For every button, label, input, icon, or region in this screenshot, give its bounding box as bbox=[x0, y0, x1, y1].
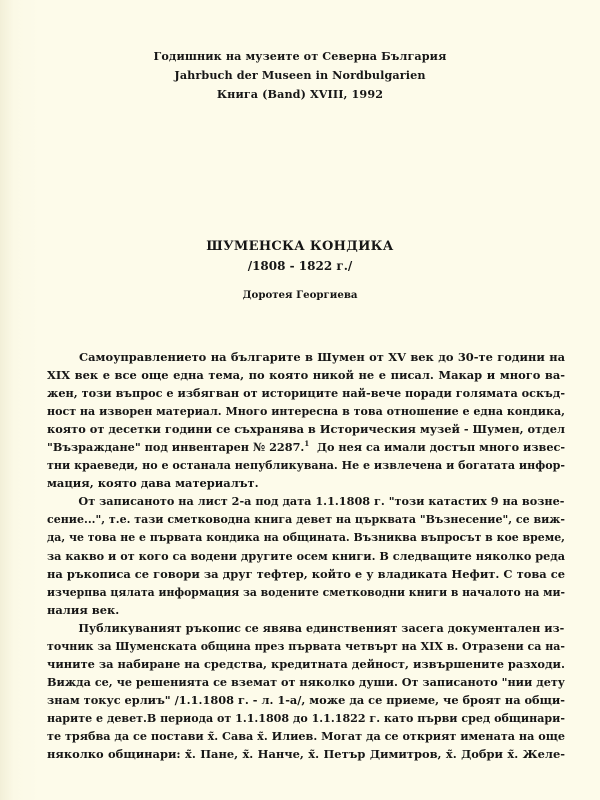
body-line bbox=[47, 402, 565, 420]
body-line-text: чините за набиране на средства, кредитната дейност, извършените разходи. bbox=[47, 656, 565, 671]
body-line-text: Самоуправлението на българите в Шумен от XV век до 30-те години на bbox=[79, 350, 565, 364]
body-line bbox=[47, 366, 565, 384]
body-line-text: тни краеведи, но е останала непубликувана. Не е извлечена и богатата инфор- bbox=[47, 458, 565, 473]
body-line-text: Публикуваният ръкопис се явява единственият засега документален из- bbox=[78, 620, 565, 635]
body-line bbox=[47, 637, 565, 655]
article-title-block bbox=[0, 238, 600, 302]
article-title: ШУМЕНСКА КОНДИКА bbox=[206, 239, 394, 254]
body-line bbox=[47, 673, 565, 691]
body-line bbox=[47, 510, 565, 528]
body-line bbox=[47, 565, 565, 583]
body-line-text: няколко общинари: х̃. Пане, х̃. Нанче, х̃. Петър Димитров, х̃. Добри х̃. Желе- bbox=[47, 747, 565, 762]
body-line bbox=[47, 691, 565, 709]
body-line bbox=[47, 492, 565, 510]
body-line bbox=[47, 583, 565, 601]
body-line bbox=[47, 420, 565, 438]
body-line-text: нарите е девет.В периода от 1.1.1808 до 1.1.1822 г. като първи сред общинари- bbox=[47, 710, 565, 725]
body-line bbox=[47, 601, 565, 619]
body-line-text: От записаното на лист 2-а под дата 1.1.1808 г. "този катастих 9 на возне- bbox=[78, 494, 565, 509]
body-line-text: налия век. bbox=[47, 602, 120, 617]
body-line-text: XIX век е все още една тема, по която никой не е писал. Макар и много ва- bbox=[47, 368, 565, 383]
body-line-text: Вижда се, че решенията се вземат от няколко души. От записаното "нии дету bbox=[47, 674, 565, 689]
body-line bbox=[47, 745, 565, 763]
body-line-text: мация, която дава материалът. bbox=[47, 476, 259, 491]
body-line-text: жен, този въпрос е избягван от историците най-вече поради голямата оскъд- bbox=[47, 386, 565, 401]
body-line bbox=[47, 727, 565, 745]
footnote-marker[interactable]: 1 bbox=[304, 439, 310, 449]
body-line-text: сение...", т.е. тази сметководна книга девет на църквата "Възнесение", се виж- bbox=[47, 512, 565, 527]
body-line-text: за какво и от кого са водени другите осем книги. В следващите няколко реда bbox=[47, 548, 565, 563]
body-line-text: ност на изворен материал. Много интересна в това отношение е една кондика, bbox=[47, 404, 565, 419]
body-line-text: точник за Шуменската община през първата четвърт на XIX в. Отразени са на- bbox=[47, 638, 565, 653]
body-line bbox=[47, 474, 565, 492]
body-line-text: на ръкописа се говори за друг тефтер, който е у владиката Нефит. С това се bbox=[47, 566, 565, 581]
body-line bbox=[47, 384, 565, 402]
article-dates: /1808 - 1822 г./ bbox=[247, 259, 353, 273]
article-author: Доротея Георгиева bbox=[242, 289, 358, 301]
body-line-text: "Възраждане" под инвентарен № 2287. bbox=[47, 440, 305, 455]
body-line bbox=[47, 528, 565, 546]
body-line bbox=[47, 348, 565, 366]
body-line bbox=[47, 709, 565, 727]
body-line-text: която от десетки години се съхранява в Историческия музей - Шумен, отдел bbox=[47, 422, 565, 437]
body-line bbox=[47, 456, 565, 474]
body-line-text: изчерпва цялата информация за водените сметководни книги в началото на ми- bbox=[47, 584, 565, 599]
journal-title-german: Jahrbuch der Museen in Nordbulgarien bbox=[174, 68, 426, 82]
journal-title-bulgarian: Годишник на музеите от Северна България bbox=[153, 49, 447, 63]
journal-header bbox=[0, 47, 600, 104]
journal-volume: Книга (Band) XVIII, 1992 bbox=[216, 87, 384, 101]
body-line bbox=[47, 438, 565, 456]
article-body bbox=[47, 348, 565, 763]
body-line bbox=[47, 655, 563, 673]
body-line-text: да, че това не е първата кондика на общината. Възниква въпросът в кое време, bbox=[47, 530, 565, 545]
body-line bbox=[47, 619, 565, 637]
body-line-text: До нея са имали достъп много извес- bbox=[309, 440, 565, 455]
body-line-text: те трябва да се постави х̃. Сава х̃. Илиев. Могат да се открият имената на още bbox=[47, 728, 565, 743]
body-line bbox=[47, 547, 565, 565]
body-line-text: знам токус ерлиъ" /1.1.1808 г. - л. 1-а/, може да се приеме, че броят на общи- bbox=[47, 692, 565, 707]
